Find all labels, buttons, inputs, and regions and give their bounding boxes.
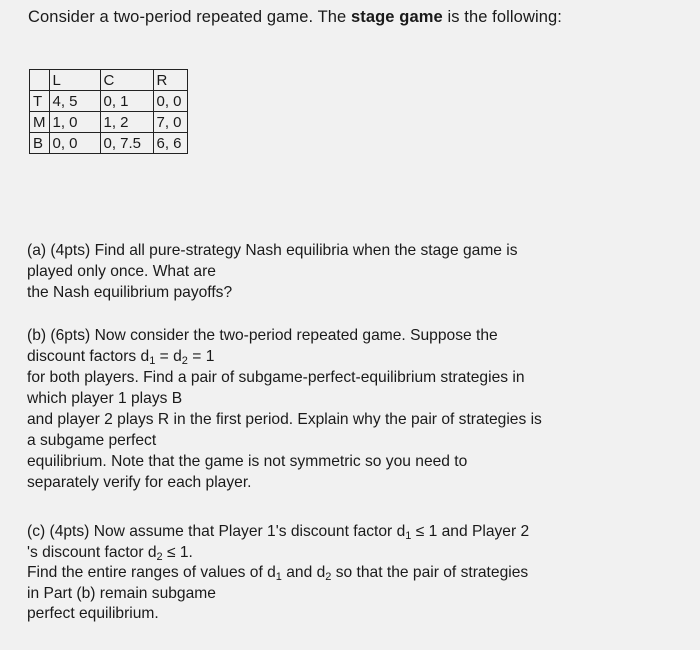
question-part-c <box>27 522 529 625</box>
question-line: equilibrium. Note that the game is not symmetric so you need to <box>27 453 468 470</box>
question-line <box>27 543 529 564</box>
payoff-cell: 7, 0 <box>153 112 187 133</box>
text-fragment: = d <box>155 348 182 365</box>
text-fragment: discount factors d <box>27 348 150 365</box>
question-line: and player 2 plays R in the first period. Explain why the pair of strategies is <box>27 411 542 428</box>
question-line: which player 1 plays B <box>27 390 183 407</box>
subscript: 1 <box>405 530 412 542</box>
question-line: perfect equilibrium. <box>27 605 159 622</box>
row-label-b: B <box>30 133 50 154</box>
text-fragment: ≤ 1 and Player 2 <box>411 523 530 540</box>
table-row <box>30 133 188 154</box>
question-line: (b) (6pts) Now consider the two-period repeated game. Suppose the <box>27 327 498 344</box>
table-header-row <box>30 70 188 91</box>
subscript: 2 <box>181 355 188 367</box>
payoff-cell: 6, 6 <box>153 133 187 154</box>
payoff-cell: 1, 2 <box>100 112 153 133</box>
payoff-cell: 0, 0 <box>153 91 187 112</box>
question-line: separately verify for each player. <box>27 474 252 491</box>
text-fragment: and d <box>281 564 326 581</box>
question-line: (a) (4pts) Find all pure-strategy Nash equilibria when the stage game is <box>27 242 518 259</box>
payoff-cell: 0, 1 <box>100 91 153 112</box>
text-fragment: 's discount factor d <box>27 543 157 561</box>
question-line <box>27 563 529 584</box>
payoff-matrix <box>29 69 188 154</box>
intro-text <box>28 8 562 27</box>
text-fragment: = 1 <box>187 348 215 365</box>
question-part-a <box>27 240 518 303</box>
table-row <box>30 91 188 112</box>
table-row <box>30 112 188 133</box>
question-line: a subgame perfect <box>27 432 157 449</box>
subscript: 1 <box>149 355 156 367</box>
question-line: in Part (b) remain subgame <box>27 584 216 602</box>
subscript: 2 <box>325 571 332 583</box>
text-fragment: Find the entire ranges of values of d <box>27 564 276 581</box>
payoff-cell: 4, 5 <box>49 91 100 112</box>
payoff-cell: 0, 7.5 <box>100 133 153 154</box>
question-line: for both players. Find a pair of subgame-perfect-equilibrium strategies in <box>27 369 525 386</box>
text-fragment: so that the pair of strategies <box>331 564 529 581</box>
question-line <box>27 522 529 543</box>
payoff-cell: 0, 0 <box>49 133 100 154</box>
text-fragment: ≤ 1. <box>162 543 193 561</box>
column-header-c: C <box>100 70 153 91</box>
column-header-l: L <box>49 70 100 91</box>
intro-bold-term: stage game <box>350 8 443 26</box>
row-label-m: M <box>30 112 50 133</box>
question-line: the Nash equilibrium payoffs? <box>27 284 233 301</box>
question-line: played only once. What are <box>27 263 216 280</box>
text-fragment: (c) (4pts) Now assume that Player 1's discount factor d <box>27 523 406 540</box>
question-part-b <box>27 325 542 493</box>
intro-prefix: Consider a two-period repeated game. The <box>28 8 351 26</box>
column-header-r: R <box>153 70 187 91</box>
payoff-cell: 1, 0 <box>49 112 100 133</box>
subscript: 2 <box>156 550 163 563</box>
row-label-t: T <box>30 91 50 112</box>
subscript: 1 <box>275 571 282 583</box>
intro-suffix: is the following: <box>442 8 562 26</box>
question-line <box>27 346 542 367</box>
table-corner-cell <box>30 70 50 91</box>
